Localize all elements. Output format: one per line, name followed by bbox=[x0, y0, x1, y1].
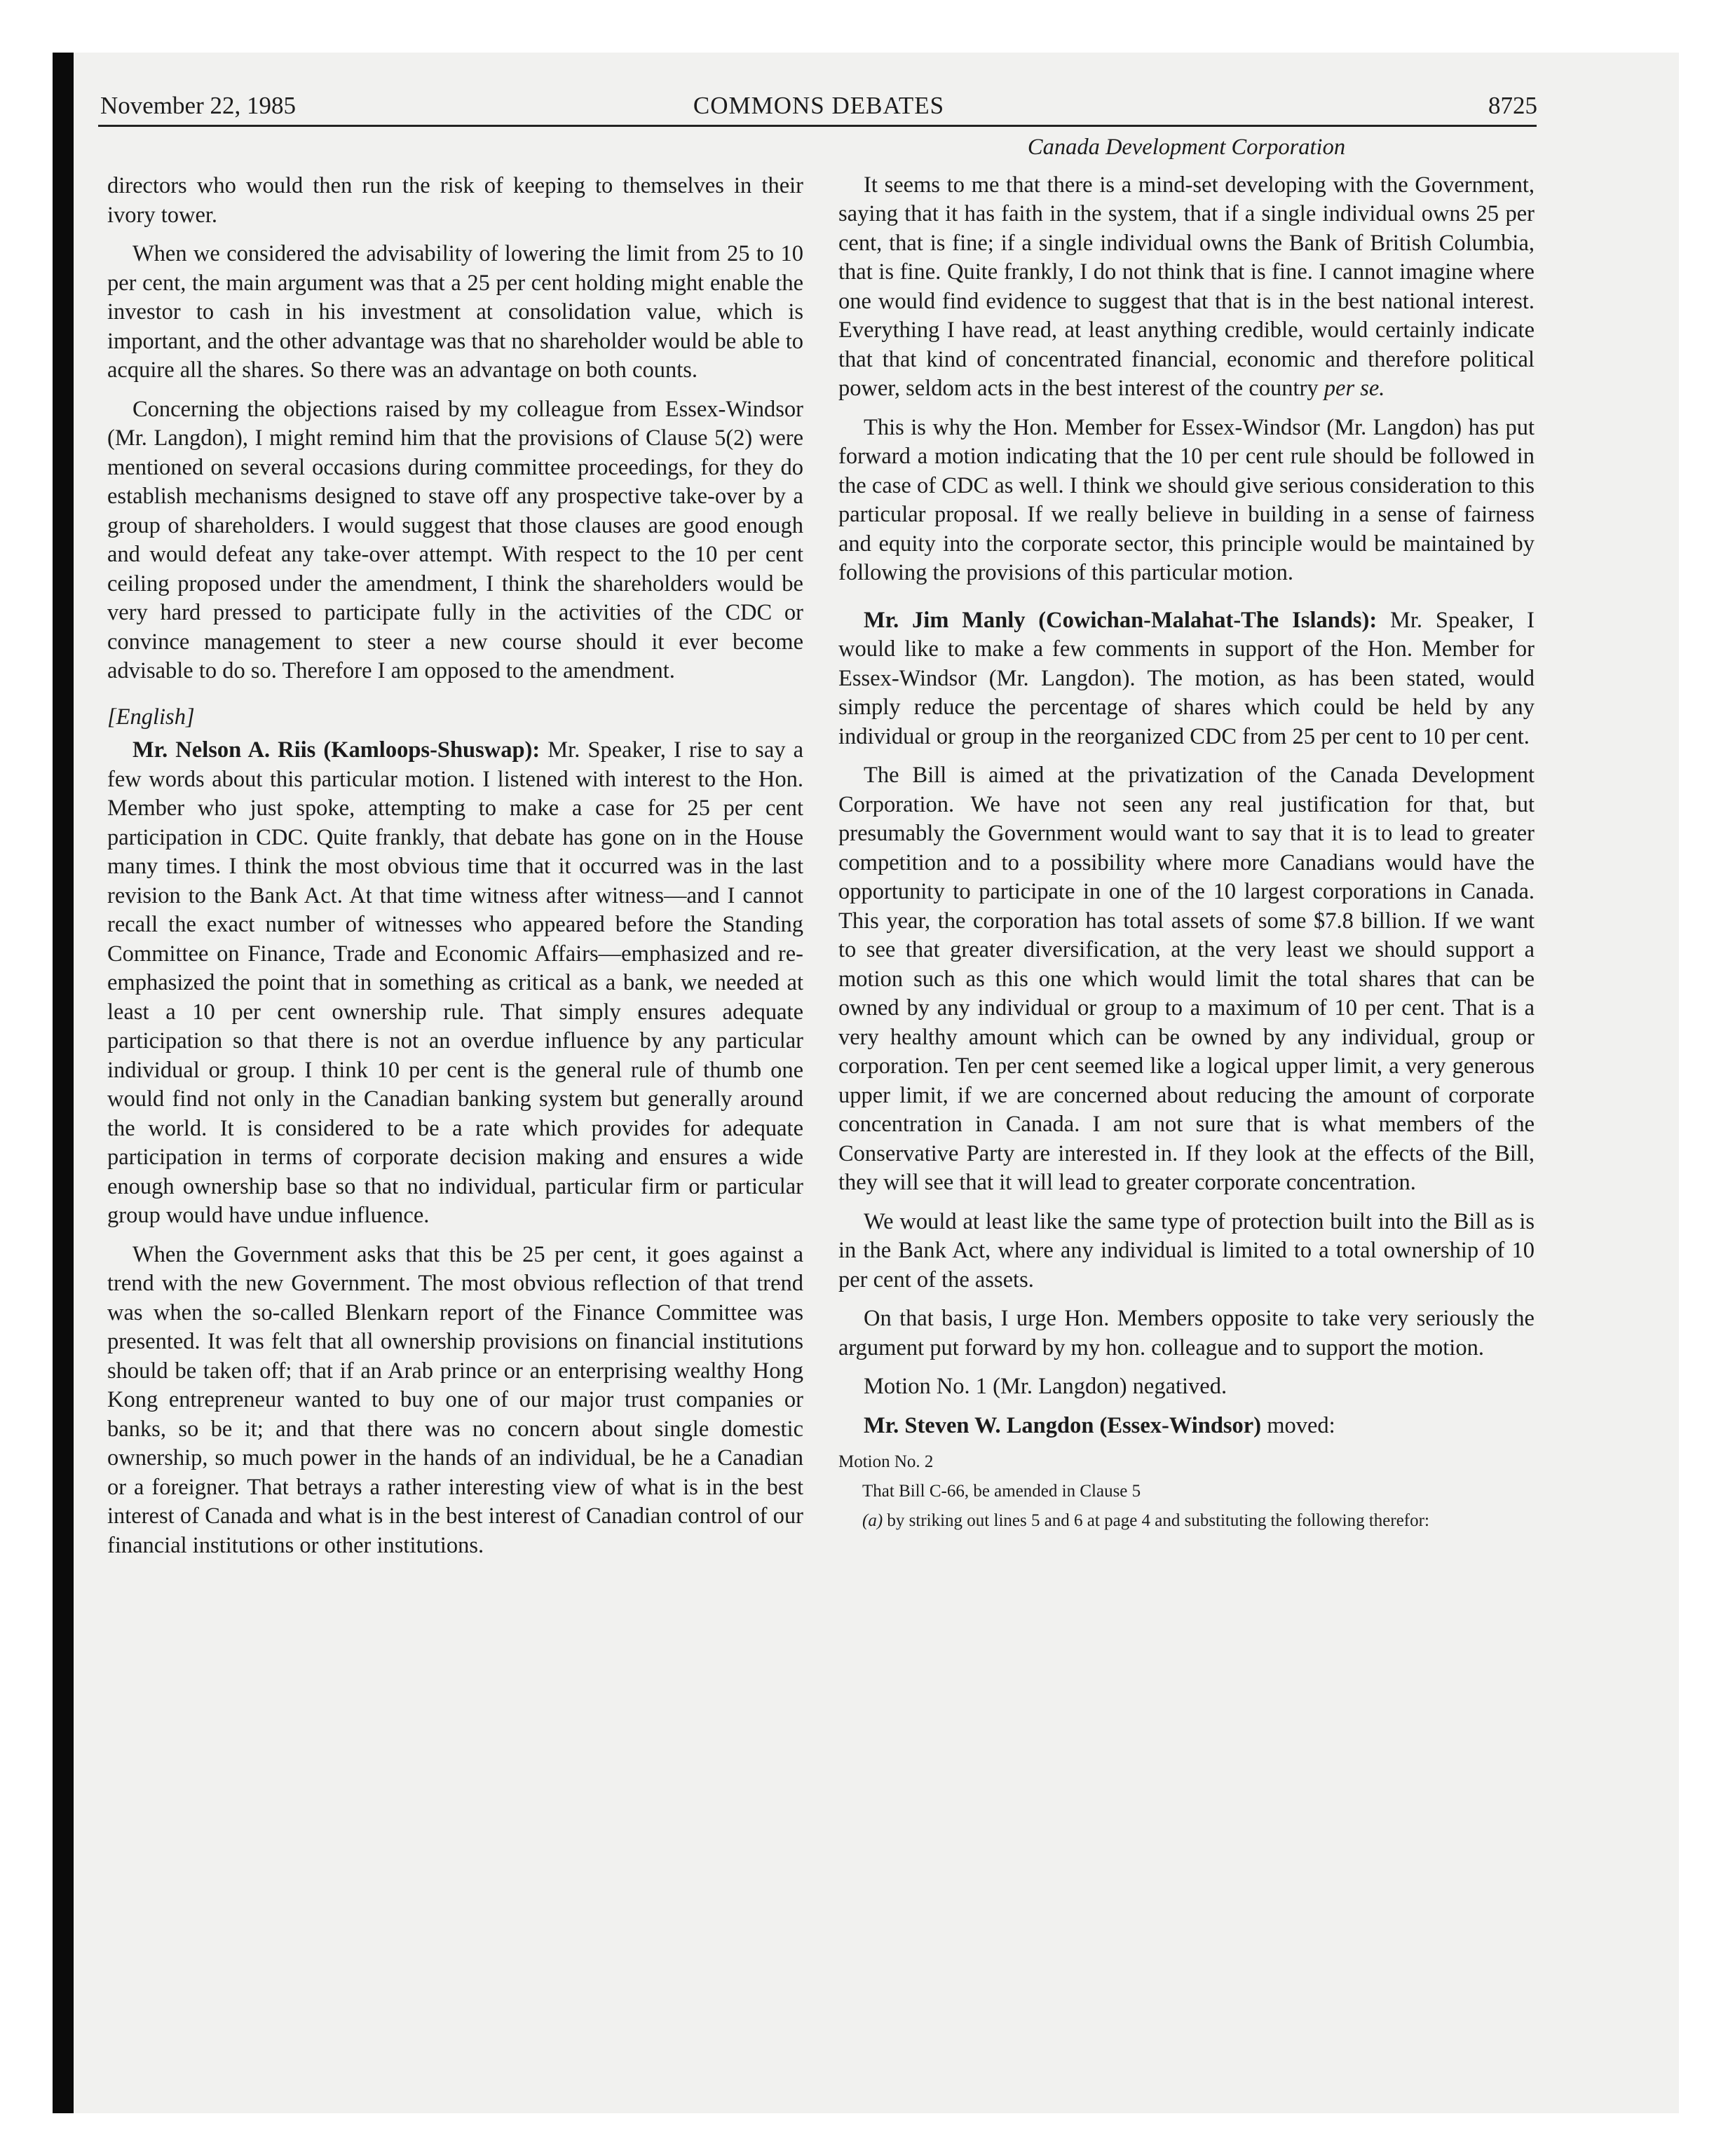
page-number: 8725 bbox=[1488, 92, 1537, 119]
clause-text: by striking out lines 5 and 6 at page 4 and substituting the following therefor: bbox=[883, 1511, 1429, 1530]
motion-text: That Bill C-66, be amended in Clause 5 bbox=[862, 1482, 1141, 1501]
motion-label: Motion No. 2 bbox=[838, 1452, 934, 1471]
page-header bbox=[100, 88, 1537, 123]
paragraph-text: It seems to me that there is a mind-set developing with the Government, saying that it has faith in the system, that if a single individual owns 25 per cent, that is fine; if a single individual owns the Bank of British Columbia, that is fine. Quite frankly, I do not think that is fine. I cannot imagine where one would find evidence to suggest that that is in the best national interest. Everything I have read, at least anything credible, would certainly indicate that that kind of concentrated financial, economic and therefore political power, seldom acts in the best interest of the country bbox=[838, 172, 1535, 401]
paragraph: Concerning the objections raised by my colleague from Essex-Windsor (Mr. Langdon), I might remind him that the provisions of Clause 5(2) were mentioned on several occasions during committee proceedings, for they do establish mechanisms designed to stave off any prospective take-over by a group of shareholders. I would suggest that those clauses are good enough and would defeat any take-over attempt. With respect to the 10 per cent ceiling proposed under the amendment, I think the shareholders would be very hard pressed to participate fully in the activities of the CDC or convince management to steer a new course should it ever become advisable to do so. Therefore I am opposed to the amendment. bbox=[107, 396, 803, 683]
speech-manly bbox=[838, 606, 1535, 752]
speaker-name: Mr. Steven W. Langdon (Essex-Windsor) bbox=[864, 1412, 1262, 1438]
speaker-name: Mr. Jim Manly (Cowichan-Malahat-The Islands): bbox=[864, 607, 1377, 633]
header-rule bbox=[98, 125, 1537, 127]
paragraph: The Bill is aimed at the privatization of the Canada Development Corporation. We have not seen any real justification for that, but presumably the Government would want to say that it is to lead to greater competition and to a possibility where more Canadians would have the opportunity to participate in one of the 10 largest corporations in Canada. This year, the corporation has total assets of some $7.8 billion. If we want to see that greater diversification, at the very least we should support a motion such as this one which would limit the total shares that can be owned by any individual or group to a maximum of 10 per cent. That is a very healthy amount which can be owned by any individual, group or corporation. Ten per cent seemed like a logical upper limit, a very generous upper limit, if we are concerned about reducing the amount of corporate concentration in Canada. I am not sure that is what members of the Conservative Party are interested in. If they look at the effects of the Bill, they will see that it will lead to greater corporate concentration. bbox=[838, 763, 1535, 1195]
paragraph: When we considered the advisability of lowering the limit from 25 to 10 per cent, the main argument was that a 25 per cent holding might enable the investor to cash in his investment at consolidation value, which is important, and the other advantage was that no shareholder would be able to acquire all the shares. So there was an advantage on both counts. bbox=[107, 241, 803, 383]
speech-text: moved: bbox=[1261, 1412, 1335, 1438]
paragraph: Motion No. 1 (Mr. Langdon) negatived. bbox=[864, 1374, 1227, 1399]
left-column bbox=[107, 172, 803, 1570]
section-heading: Canada Development Corporation bbox=[1027, 135, 1346, 160]
paragraph: directors who would then run the risk of keeping to themselves in their ivory tower. bbox=[107, 173, 803, 228]
speech-langdon bbox=[838, 1412, 1535, 1441]
paragraph bbox=[838, 171, 1535, 404]
speech-text: Mr. Speaker, I would like to make a few comments in support of the Hon. Member for Essex-Windsor (Mr. Langdon). The motion, as has been stated, would simply reduce the percentage of shares which could be held by any individual or group in the reorganized CDC from 25 per cent to 10 per cent. bbox=[838, 607, 1535, 749]
speech-riis bbox=[107, 736, 803, 1231]
clause-label: (a) bbox=[862, 1511, 883, 1530]
paragraph: When the Government asks that this be 25 per cent, it goes against a trend with the new Government. The most obvious reflection of that trend was when the so-called Blenkarn report of the Finance Committee was presented. It was felt that all ownership provisions on financial institutions should be taken off; that if an Arab prince or an enterprising wealthy Hong Kong entrepreneur wanted to buy one of our major trust companies or banks, so be it; and that there was no concern about single domestic ownership, so much power in the hands of an individual, be he a Canadian or a foreigner. That betrays a rather interesting view of what is in the best interest of Canada and what is in the best interest of Canadian control of our financial institutions or other institutions. bbox=[107, 1241, 803, 1558]
paragraph: We would at least like the same type of protection built into the Bill as is in the Bank Act, where any individual is limited to a total ownership of 10 per cent of the assets. bbox=[838, 1208, 1535, 1292]
speaker-name: Mr. Nelson A. Riis (Kamloops-Shuswap): bbox=[132, 737, 540, 763]
italic-phrase: per se. bbox=[1324, 376, 1385, 401]
paragraph: On that basis, I urge Hon. Members opposite to take very seriously the argument put forward by my hon. colleague and to support the motion. bbox=[838, 1306, 1535, 1360]
language-marker: [English] bbox=[107, 704, 195, 730]
motion-clause-a bbox=[838, 1509, 1535, 1533]
speech-text: Mr. Speaker, I rise to say a few words about this particular motion. I listened with interest to the Hon. Member who just spoke, attempting to make a case for 25 per cent participation in CDC. Quite frankly, that debate has gone on in the House many times. I think the most obvious time that it occurred was in the last revision to the Bank Act. At that time witness after witness—and I cannot recall the exact number of witnesses who appeared before the Standing Committee on Finance, Trade and Economic Affairs—emphasized and re-emphasized the point that in something as critical as a bank, we needed at least a 10 per cent ownership rule. That simply ensures adequate participation so that there is not an overdue influence by any particular individual or group. I think 10 per cent is the general rule of thumb one would find not only in the Canadian banking system but generally around the world. It is considered to be a rate which provides for adequate participation in terms of corporate decision making and ensures a wide enough ownership base so that no individual, particular firm or particular group would have undue influence. bbox=[107, 737, 803, 1228]
header-title: COMMONS DEBATES bbox=[693, 92, 945, 119]
paragraph: This is why the Hon. Member for Essex-Windsor (Mr. Langdon) has put forward a motion indicating that the 10 per cent rule should be followed in the case of CDC as well. I think we should give serious consideration to this particular proposal. If we really believe in building in a sense of fairness and equity into the corporate sector, this principle would be maintained by following the provisions of this particular motion. bbox=[838, 414, 1535, 585]
right-column bbox=[838, 133, 1535, 1538]
header-date: November 22, 1985 bbox=[100, 92, 296, 119]
binding-shadow bbox=[53, 53, 74, 2113]
